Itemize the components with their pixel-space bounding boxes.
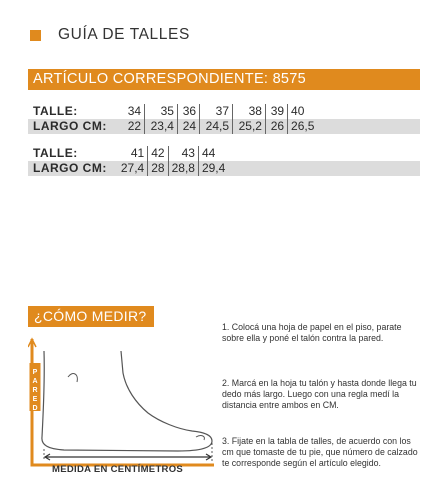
table-filler [320,104,420,119]
table-filler [228,161,420,176]
size-cell: 42 [148,146,168,161]
length-cell: 22 [123,119,145,134]
how-to-measure-banner: ¿CÓMO MEDIR? [28,306,154,327]
length-cell: 26 [265,119,287,134]
size-row-label: TALLE: [28,104,123,119]
instruction-step-1: 1. Colocá una hoja de papel en el piso, parate sobre ella y poné el talón contra la pared. [222,322,402,344]
title-square-icon [30,30,41,41]
instruction-step-3: 3. Fijate en la tabla de talles, de acuerdo con los cm que tomaste de tu pie, que número de calzado te corresponde según el artículo elegido. [222,436,418,469]
table-filler [228,146,420,161]
length-row-label: LARGO CM: [28,161,118,176]
size-cell: 35 [145,104,178,119]
table-filler [320,119,420,134]
length-cell: 23,4 [145,119,178,134]
size-cell: 34 [123,104,145,119]
foot-measure-diagram-icon [28,337,214,482]
size-cell: 43 [168,146,198,161]
length-cell: 29,4 [198,161,228,176]
length-cell: 26,5 [288,119,320,134]
length-row [28,161,420,176]
size-cell: 38 [233,104,266,119]
size-row-label: TALLE: [28,146,118,161]
length-row [28,119,420,134]
length-cell: 24,5 [200,119,233,134]
size-table-2 [28,146,420,176]
size-cell: 40 [288,104,320,119]
instruction-step-2: 2. Marcá en la hoja tu talón y hasta donde llega tu dedo más largo. Luego con una regla medí la distancia entre ambos en CM. [222,378,417,411]
size-row [28,146,420,161]
article-banner: ARTÍCULO CORRESPONDIENTE: 8575 [28,69,420,90]
length-cell: 28 [148,161,168,176]
page-title: GUÍA DE TALLES [58,26,190,43]
length-cell: 27,4 [118,161,148,176]
size-table-1 [28,104,420,134]
size-cell: 36 [177,104,199,119]
size-cell: 37 [200,104,233,119]
measure-label: MEDIDA EN CENTÍMETROS [52,464,184,475]
length-row-label: LARGO CM: [28,119,123,134]
size-row [28,104,420,119]
size-cell: 44 [198,146,228,161]
length-cell: 25,2 [233,119,266,134]
wall-label: P A R E D [32,369,38,412]
size-cell: 39 [265,104,287,119]
length-cell: 28,8 [168,161,198,176]
length-cell: 24 [177,119,199,134]
size-cell: 41 [118,146,148,161]
